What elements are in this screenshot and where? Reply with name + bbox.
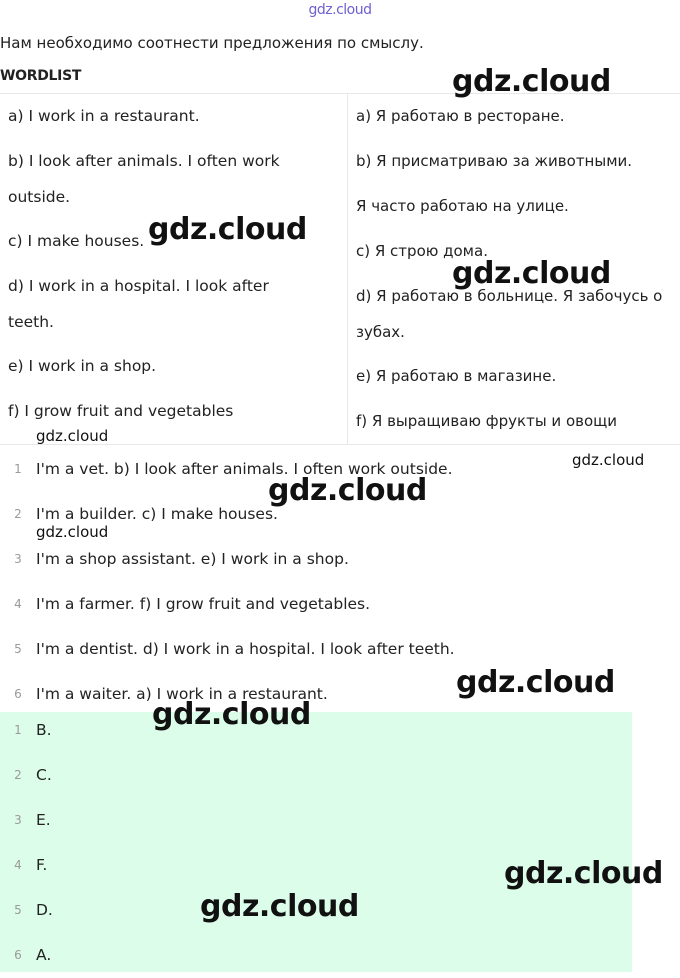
line-number: 4 xyxy=(0,582,36,627)
watermark: gdz.cloud xyxy=(452,64,611,99)
result-text: A. xyxy=(36,933,51,978)
intro-text: Нам необходимо соотнести предложения по смыслу. xyxy=(0,34,424,52)
line-number: 4 xyxy=(0,843,36,888)
wordlist-en-item: d) I work in a hospital. I look after teeth. xyxy=(8,264,314,344)
line-number: 1 xyxy=(0,447,36,492)
result-text: E. xyxy=(36,798,51,843)
answer-text: I'm a farmer. f) I grow fruit and vegetables. xyxy=(36,582,680,627)
wordlist-ru-item: e) Я работаю в магазине. xyxy=(356,354,680,399)
watermark: gdz.cloud xyxy=(200,889,359,924)
result-text: F. xyxy=(36,843,47,888)
watermark: gdz.cloud xyxy=(456,665,615,700)
result-text: D. xyxy=(36,888,53,933)
watermark: gdz.cloud xyxy=(152,697,311,732)
list-item xyxy=(0,708,632,753)
wordlist-en-item: e) I work in a shop. xyxy=(8,344,347,389)
line-number: 5 xyxy=(0,627,36,672)
wordlist-heading: WORDLIST xyxy=(0,68,81,84)
wordlist-table xyxy=(0,93,680,445)
list-item xyxy=(0,753,632,798)
line-number: 6 xyxy=(0,933,36,978)
list-item xyxy=(0,798,632,843)
list-item xyxy=(0,627,680,672)
watermark: gdz.cloud xyxy=(36,523,108,541)
list-item xyxy=(0,933,632,978)
answers-list xyxy=(0,447,680,717)
list-item xyxy=(0,447,680,492)
line-number: 6 xyxy=(0,672,36,717)
answer-text: I'm a waiter. a) I work in a restaurant. xyxy=(36,672,680,717)
list-item xyxy=(0,492,680,537)
site-title[interactable]: gdz.cloud xyxy=(0,2,680,18)
answer-text: I'm a vet. b) I look after animals. I often work outside. xyxy=(36,447,680,492)
result-text: B. xyxy=(36,708,52,753)
line-number: 5 xyxy=(0,888,36,933)
line-number: 3 xyxy=(0,537,36,582)
result-block xyxy=(0,712,632,972)
watermark: gdz.cloud xyxy=(268,473,427,508)
line-number: 1 xyxy=(0,708,36,753)
wordlist-ru-item: b) Я присматриваю за животными. xyxy=(356,139,680,184)
wordlist-en-item: b) I look after animals. I often work outside. xyxy=(8,139,314,219)
watermark: gdz.cloud xyxy=(572,451,644,469)
list-item xyxy=(0,582,680,627)
answer-text: I'm a builder. c) I make houses. xyxy=(36,492,680,537)
list-item xyxy=(0,537,680,582)
wordlist-ru-item: a) Я работаю в ресторане. xyxy=(356,94,680,139)
watermark: gdz.cloud xyxy=(504,856,663,891)
wordlist-en-item: c) I make houses. xyxy=(8,219,347,264)
line-number: 2 xyxy=(0,492,36,537)
wordlist-en-item: a) I work in a restaurant. xyxy=(8,94,347,139)
answer-text: I'm a shop assistant. e) I work in a shop. xyxy=(36,537,680,582)
list-item xyxy=(0,888,632,933)
answer-text: I'm a dentist. d) I work in a hospital. I look after teeth. xyxy=(36,627,680,672)
result-text: C. xyxy=(36,753,52,798)
wordlist-ru-item: f) Я выращиваю фрукты и овощи xyxy=(356,399,680,444)
watermark: gdz.cloud xyxy=(148,212,307,247)
wordlist-en-item: f) I grow fruit and vegetables xyxy=(8,389,347,434)
wordlist-ru-item: d) Я работаю в больнице. Я забочусь о зубах. xyxy=(356,274,672,354)
list-item xyxy=(0,843,632,888)
wordlist-ru-item: Я часто работаю на улице. xyxy=(356,184,680,229)
watermark: gdz.cloud xyxy=(452,256,611,291)
line-number: 3 xyxy=(0,798,36,843)
line-number: 2 xyxy=(0,753,36,798)
wordlist-english-column xyxy=(0,94,348,445)
watermark: gdz.cloud xyxy=(36,427,108,445)
wordlist-russian-column xyxy=(348,94,680,445)
wordlist-ru-item: c) Я строю дома. xyxy=(356,229,680,274)
